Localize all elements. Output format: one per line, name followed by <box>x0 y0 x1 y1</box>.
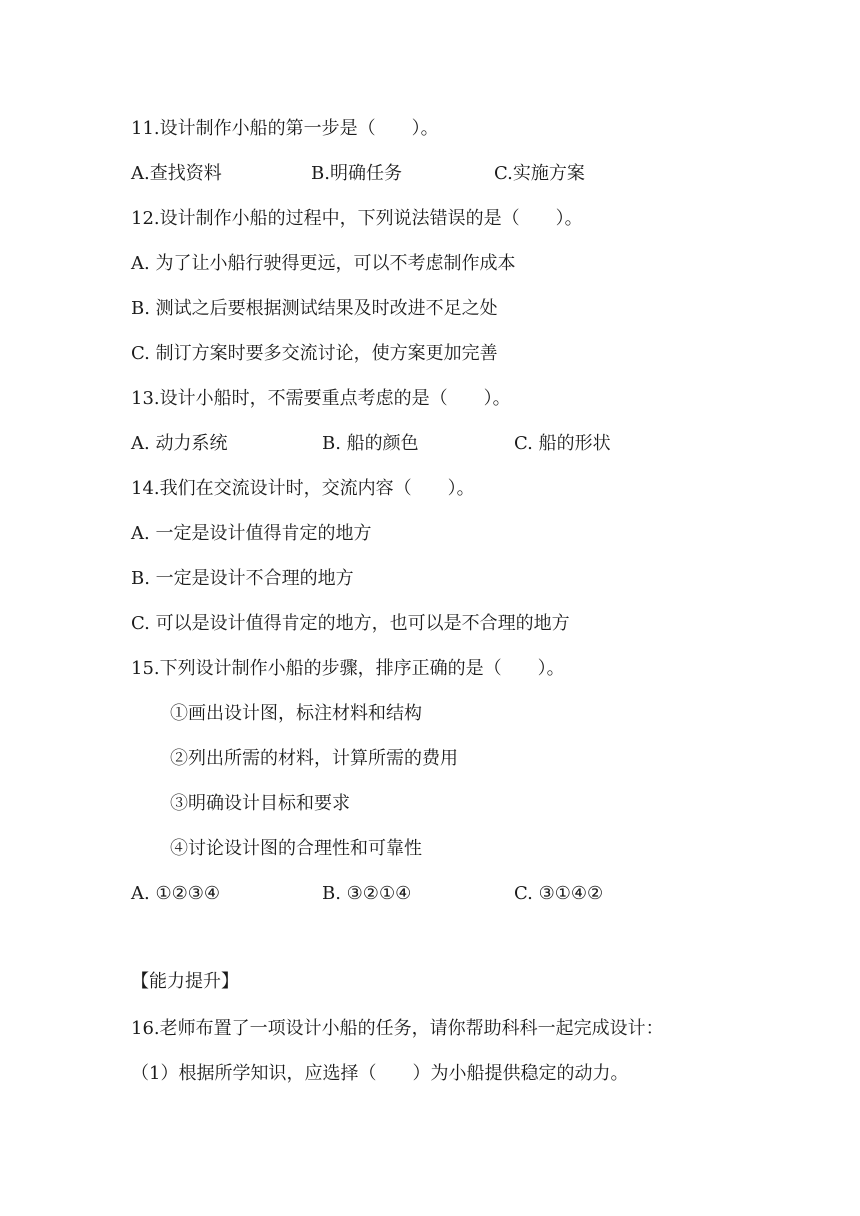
question-12-option-b: B. 测试之后要根据测试结果及时改进不足之处 <box>131 298 498 319</box>
question-15-option-c: C. ③①④② <box>514 883 604 904</box>
section-heading: 【能力提升】 <box>131 971 239 992</box>
question-11-option-a: A.查找资料 <box>131 163 222 184</box>
question-12-stem: 12.设计制作小船的过程中，下列说法错误的是（ ）。 <box>131 208 583 229</box>
question-14-option-c: C. 可以是设计值得肯定的地方，也可以是不合理的地方 <box>131 613 570 634</box>
question-16-sub-1: （1）根据所学知识，应选择（ ）为小船提供稳定的动力。 <box>131 1063 629 1084</box>
question-16-stem: 16.老师布置了一项设计小船的任务，请你帮助科科一起完成设计： <box>131 1018 664 1039</box>
question-11-stem: 11.设计制作小船的第一步是（ ）。 <box>131 118 439 139</box>
question-11-option-c: C.实施方案 <box>494 163 585 184</box>
question-15-option-b: B. ③②①④ <box>322 883 412 904</box>
question-15-step-2: ②列出所需的材料，计算所需的费用 <box>170 748 458 769</box>
question-13-stem: 13.设计小船时，不需要重点考虑的是（ ）。 <box>131 388 511 409</box>
question-11-option-b: B.明确任务 <box>311 163 402 184</box>
question-14-option-a: A. 一定是设计值得肯定的地方 <box>131 523 372 544</box>
question-15-step-3: ③明确设计目标和要求 <box>170 793 350 814</box>
question-13-option-b: B. 船的颜色 <box>322 433 419 454</box>
question-13-option-c: C. 船的形状 <box>514 433 611 454</box>
question-15-step-4: ④讨论设计图的合理性和可靠性 <box>170 838 422 859</box>
question-12-option-c: C. 制订方案时要多交流讨论，使方案更加完善 <box>131 343 498 364</box>
question-14-stem: 14.我们在交流设计时，交流内容（ ）。 <box>131 478 475 499</box>
question-12-option-a: A. 为了让小船行驶得更远，可以不考虑制作成本 <box>131 253 516 274</box>
question-15-step-1: ①画出设计图，标注材料和结构 <box>170 703 422 724</box>
question-15-stem: 15.下列设计制作小船的步骤，排序正确的是（ ）。 <box>131 658 565 679</box>
question-15-option-a: A. ①②③④ <box>131 883 220 904</box>
question-13-option-a: A. 动力系统 <box>131 433 228 454</box>
question-14-option-b: B. 一定是设计不合理的地方 <box>131 568 354 589</box>
